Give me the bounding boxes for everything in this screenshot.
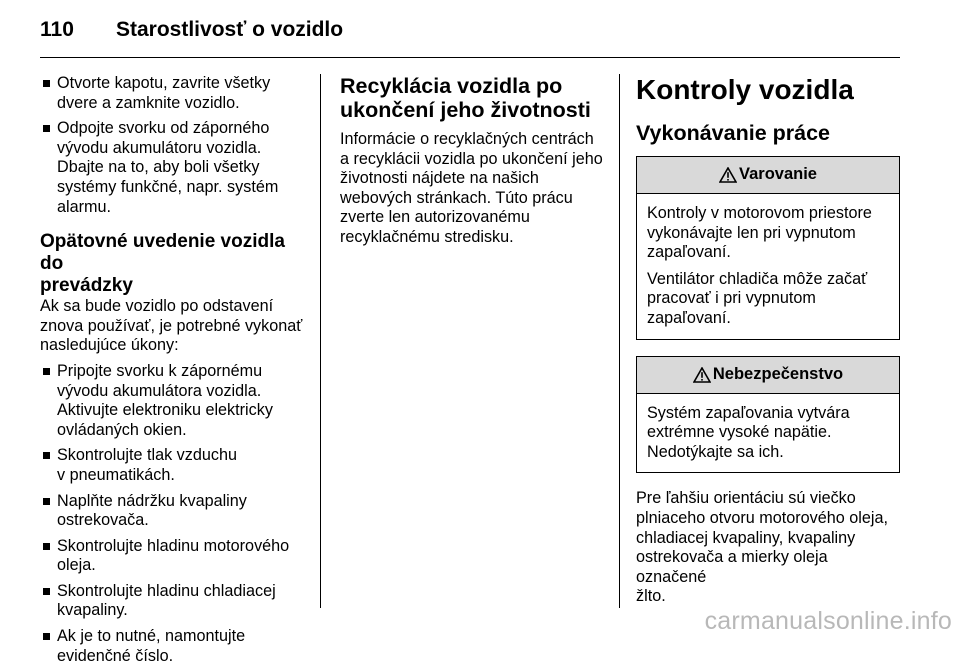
danger-text-1: Systém zapaľovania vytvára extrémne vysoké napätie. Nedotýkajte sa ich.: [647, 403, 850, 461]
bullet-list-top: [40, 74, 308, 217]
header-rule: [40, 57, 900, 58]
warning-triangle-icon: [693, 367, 711, 383]
column-2: [340, 74, 608, 248]
watermark: carmanualsonline.info: [704, 607, 952, 635]
page-header: [40, 18, 343, 48]
page-title: Starostlivosť o vozidlo: [116, 18, 344, 41]
section-heading-reactivation: Opätovné uvedenie vozidla do prevádzky: [40, 231, 285, 297]
list-item: Pripojte svorku k zápornému vývodu akumulátora vozidla. Aktivujte elektroniku elektricky ovládaných okien.: [40, 362, 308, 440]
warning-text-2: Ventilátor chladiča môže začať pracovať i pri vypnutom zapaľovaní.: [647, 269, 868, 327]
warning-box-header: [637, 157, 899, 194]
section-heading-recycling: Recyklácia vozidla po ukončení jeho životnosti: [340, 74, 591, 122]
danger-box-header: [637, 357, 899, 394]
list-item: Skontrolujte hladinu chladiacej kvapaliny.: [40, 582, 308, 621]
warning-title: Varovanie: [739, 165, 817, 184]
column-divider-2: [619, 74, 620, 608]
column-1: [40, 74, 308, 672]
list-item: Odpojte svorku od záporného vývodu akumulátoru vozidla. Dbajte na to, aby boli všetky systémy funkčné, napr. systém alarmu.: [40, 119, 308, 217]
square-bullet-icon: [43, 543, 50, 550]
chapter-heading: Kontroly vozidla: [636, 74, 854, 105]
square-bullet-icon: [43, 588, 50, 595]
section-heading-work: Vykonávanie práce: [636, 121, 831, 145]
column-divider-1: [320, 74, 321, 608]
list-item: Otvorte kapotu, zavrite všetky dvere a zamknite vozidlo.: [40, 74, 308, 113]
warning-box-body: [637, 194, 899, 339]
column-3: [636, 74, 900, 607]
square-bullet-icon: [43, 368, 50, 375]
square-bullet-icon: [43, 498, 50, 505]
danger-title: Nebezpečenstvo: [712, 364, 844, 383]
list-item: Ak je to nutné, namontujte evidenčné číslo.: [40, 627, 308, 666]
list-item: Skontrolujte hladinu motorového oleja.: [40, 537, 308, 576]
warning-triangle-icon: [719, 167, 737, 183]
page-number: 110: [40, 18, 74, 41]
warning-text-1: Kontroly v motorovom priestore vykonávajte len pri vypnutom zapaľovaní.: [647, 204, 872, 262]
recycling-body: Informácie o recyklačných centrách a recyklácii vozidla po ukončení jeho životnosti nájdete na našich webových stránkach. Túto prácu zverte len autorizovanému recyklačnému stredisku.: [340, 130, 603, 246]
warning-box: [636, 156, 900, 340]
danger-box-body: [637, 394, 899, 473]
danger-box: [636, 356, 900, 474]
reactivation-intro: Ak sa bude vozidlo po odstavení znova používať, je potrebné vykonať nasledujúce úkony:: [40, 297, 303, 355]
square-bullet-icon: [43, 452, 50, 459]
square-bullet-icon: [43, 125, 50, 132]
square-bullet-icon: [43, 80, 50, 87]
square-bullet-icon: [43, 633, 50, 640]
list-item: Naplňte nádržku kvapaliny ostrekovača.: [40, 492, 308, 531]
bullet-list-reactivation: [40, 362, 308, 666]
work-body: Pre ľahšiu orientáciu sú viečko plniaceho otvoru motorového oleja, chladiacej kvapaliny, kvapaliny ostrekovača a mierky oleja označené žlto.: [636, 489, 888, 606]
list-item: Skontrolujte tlak vzduchu v pneumatikách.: [40, 446, 308, 485]
